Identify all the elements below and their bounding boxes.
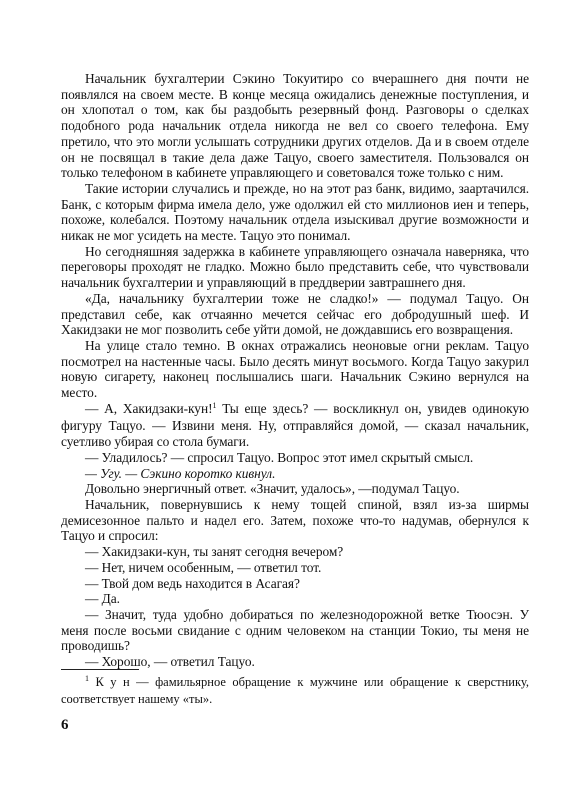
dialogue-line-italic: — Угу. — Сэкино коротко кивнул. [85, 465, 276, 481]
dialogue-line: — Хорошо, — ответил Тацуо. [85, 654, 255, 670]
dialogue-line: — Нет, ничем особенным, — ответил тот. [85, 559, 322, 575]
body-text [61, 71, 529, 670]
paragraph: Начальник, повернувшись к нему тощей спиной, взял из-за ширмы демисезонное пальто и надел его. Затем, похоже что-то надумав, обернулся к Тацуо и спросил: [61, 496, 529, 544]
footnote-text: К у н — фамильярное обращение к мужчине или обращение к сверстнику, соответствует нашему «ты». [61, 675, 529, 706]
book-page [61, 71, 529, 761]
paragraph: На улице стало темно. В окнах отражались неоновые огни реклам. Тацуо посмотрел на настенные часы. Было десять минут восьмого. Когда Тацуо закурил новую сигарету, наконец послышались шаги. Начальник Сэкино вернулся на место. [61, 337, 529, 401]
dialogue-line-with-footnote [61, 401, 529, 450]
footnote-mark: 1 [85, 674, 89, 683]
paragraph: Начальник бухгалтерии Сэкино Токуитиро со вчерашнего дня почти не появлялся на своем месте. В конце месяца ожидались денежные поступления, и он хлопотал о том, как бы раздобыть резервный фонд. Разговоры о сделках подобного рода начальник отдела никогда не вел со своего телефона. Ему претило, что это могли услышать сотрудники других отделов. Да и в своем отделе он не посвящал в такие дела даже Тацуо, своего заместителя. Пользовался он только телефоном в кабинете управляющего и советовался тоже только с ним. [61, 71, 529, 181]
page-number: 6 [61, 717, 69, 733]
footnote-separator [61, 669, 139, 670]
dialogue-line: — Значит, туда удобно добираться по железнодорожной ветке Тюосэн. У меня после восьми свидание с одним человеком на станции Токио, ты меня не проводишь? [61, 606, 529, 654]
paragraph: Но сегодняшняя задержка в кабинете управляющего означала наверняка, что переговоры проходят не гладко. Можно было представить себе, что чувствовали начальник бухгалтерии и управляющий в преддверии завтрашнего дня. [61, 243, 529, 291]
dialogue-line: — Хакидзаки-кун, ты занят сегодня вечером? [85, 544, 344, 560]
paragraph: «Да, начальнику бухгалтерии тоже не сладко!» — подумал Тацуо. Он представил себе, как отчаянно мечется сейчас его добродушный шеф. И Хакидзаки не мог позволить себе уйти домой, не дождавшись его возвращения. [61, 290, 529, 338]
dialogue-line: Довольно энергичный ответ. «Значит, удалось», —подумал Тацуо. [85, 481, 460, 497]
paragraph: Такие истории случались и прежде, но на этот раз банк, видимо, заартачился. Банк, с которым фирма имела дело, уже одолжил ей сто миллионов иен и теперь, похоже, колебался. Поэтому начальник отдела изыскивал другие возможности и никак не мог усидеть на месте. Тацуо это понимал. [61, 180, 529, 244]
footnote-reference-mark: 1 [212, 400, 217, 410]
dialogue-line: — Твой дом ведь находится в Асагая? [85, 575, 300, 591]
dialogue-line: — Да. [85, 591, 120, 607]
dialogue-line: — Уладилось? — спросил Тацуо. Вопрос этот имел скрытый смысл. [85, 449, 474, 465]
dialogue-text-after-mark: Ты еще здесь? — воскликнул он, увидев одинокую фигуру Тацуо. — Извини меня. Ну, отправляйся домой, — сказал начальник, суетливо убирая со стола бумаги. [61, 400, 529, 450]
dialogue-text-before-mark: — А, Хакидзаки-кун! [85, 400, 213, 416]
footnote [61, 675, 529, 707]
